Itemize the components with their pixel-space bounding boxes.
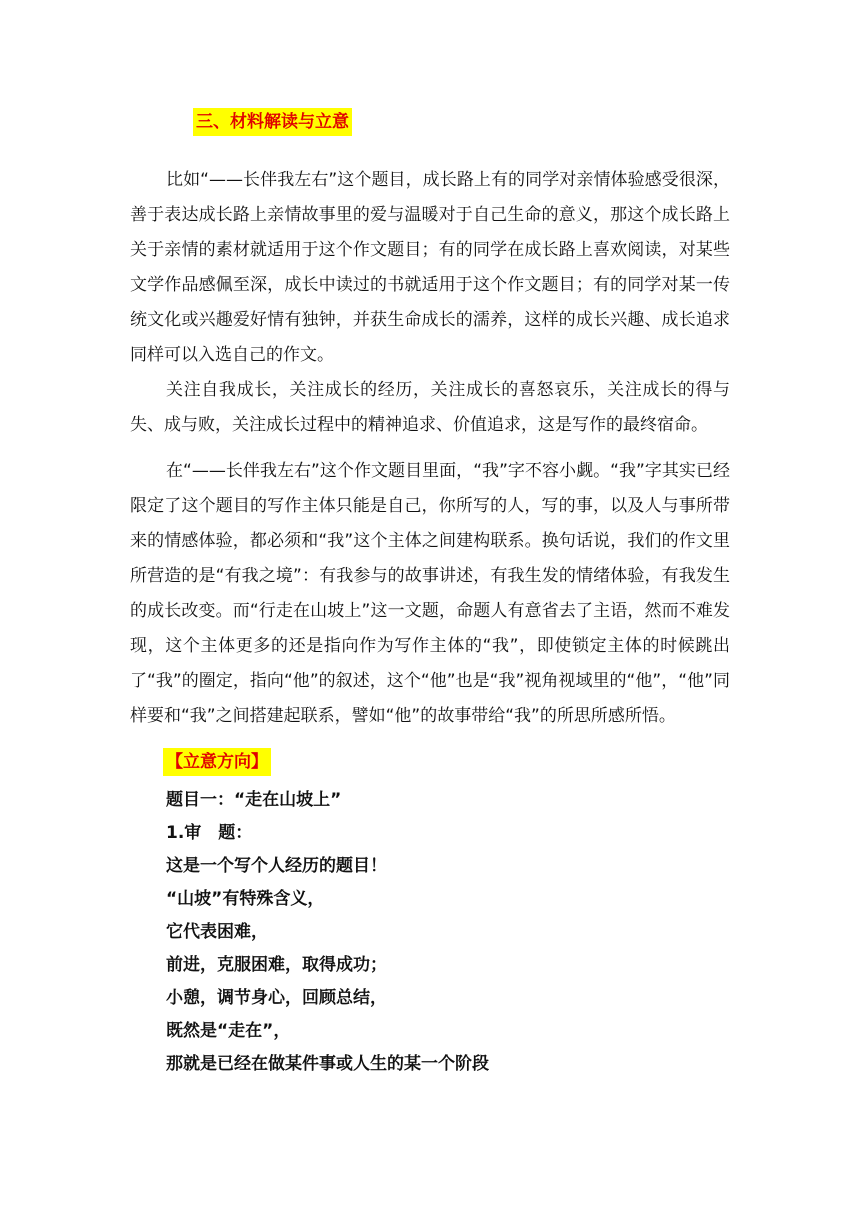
section-heading: 三、材料解读与立意 bbox=[193, 108, 352, 136]
analysis-line: 前进，克服困难，取得成功； bbox=[166, 955, 387, 975]
analysis-line: 这是一个写个人经历的题目！ bbox=[166, 856, 387, 876]
analysis-line: 那就是已经在做某件事或人生的某一个阶段 bbox=[166, 1054, 489, 1074]
review-label: 1.审 题： bbox=[166, 823, 253, 843]
paragraph-self-growth: 关注自我成长，关注成长的经历，关注成长的喜怒哀乐，关注成长的得与失、成与败，关注成长过程中的精神追求、价值追求，这是写作的最终宿命。 bbox=[130, 380, 730, 435]
topic-analysis-list bbox=[166, 784, 746, 1081]
paragraph-writing-subject: 在“——长伴我左右”这个作文题目里面，“我”字不容小觑。“我”字其实已经限定了这个题目的写作主体只能是自己，你所写的人，写的事，以及人与事所带来的情感体验，都必须和“我”这个主体之间建构联系。换句话说，我们的作文里所营造的是“有我之境”：有我参与的故事讲述，有我生发的情绪体验，有我发生的成长改变。而“行走在山坡上”这一文题，命题人有意省去了主语，然而不难发现，这个主体更多的还是指向作为写作主体的“我”，即使锁定主体的时候跳出了“我”的圈定，指向“他”的叙述，这个“他”也是“我”视角视域里的“他”，“他”同样要和“我”之间搭建起联系，譬如“他”的故事带给“我”的所思所感所悟。 bbox=[130, 461, 730, 726]
analysis-line: 既然是“走在”， bbox=[166, 1021, 291, 1041]
intent-direction-tag: 【立意方向】 bbox=[163, 748, 271, 776]
analysis-line: “山坡”有特殊含义， bbox=[166, 889, 325, 909]
topic-title: 题目一：“走在山坡上” bbox=[166, 790, 342, 810]
analysis-line: 小憩，调节身心，回顾总结， bbox=[166, 988, 387, 1008]
paragraph-family-reading: 比如“——长伴我左右”这个题目，成长路上有的同学对亲情体验感受很深，善于表达成长路上亲情故事里的爱与温暖对于自己生命的意义，那这个成长路上关于亲情的素材就适用于这个作文题目；有的同学在成长路上喜欢阅读，对某些文学作品感佩至深，成长中读过的书就适用于这个作文题目；有的同学对某一传统文化或兴趣爱好情有独钟，并获生命成长的濡养，这样的成长兴趣、成长追求同样可以入选自己的作文。 bbox=[130, 170, 730, 365]
analysis-line: 它代表困难， bbox=[166, 922, 268, 942]
